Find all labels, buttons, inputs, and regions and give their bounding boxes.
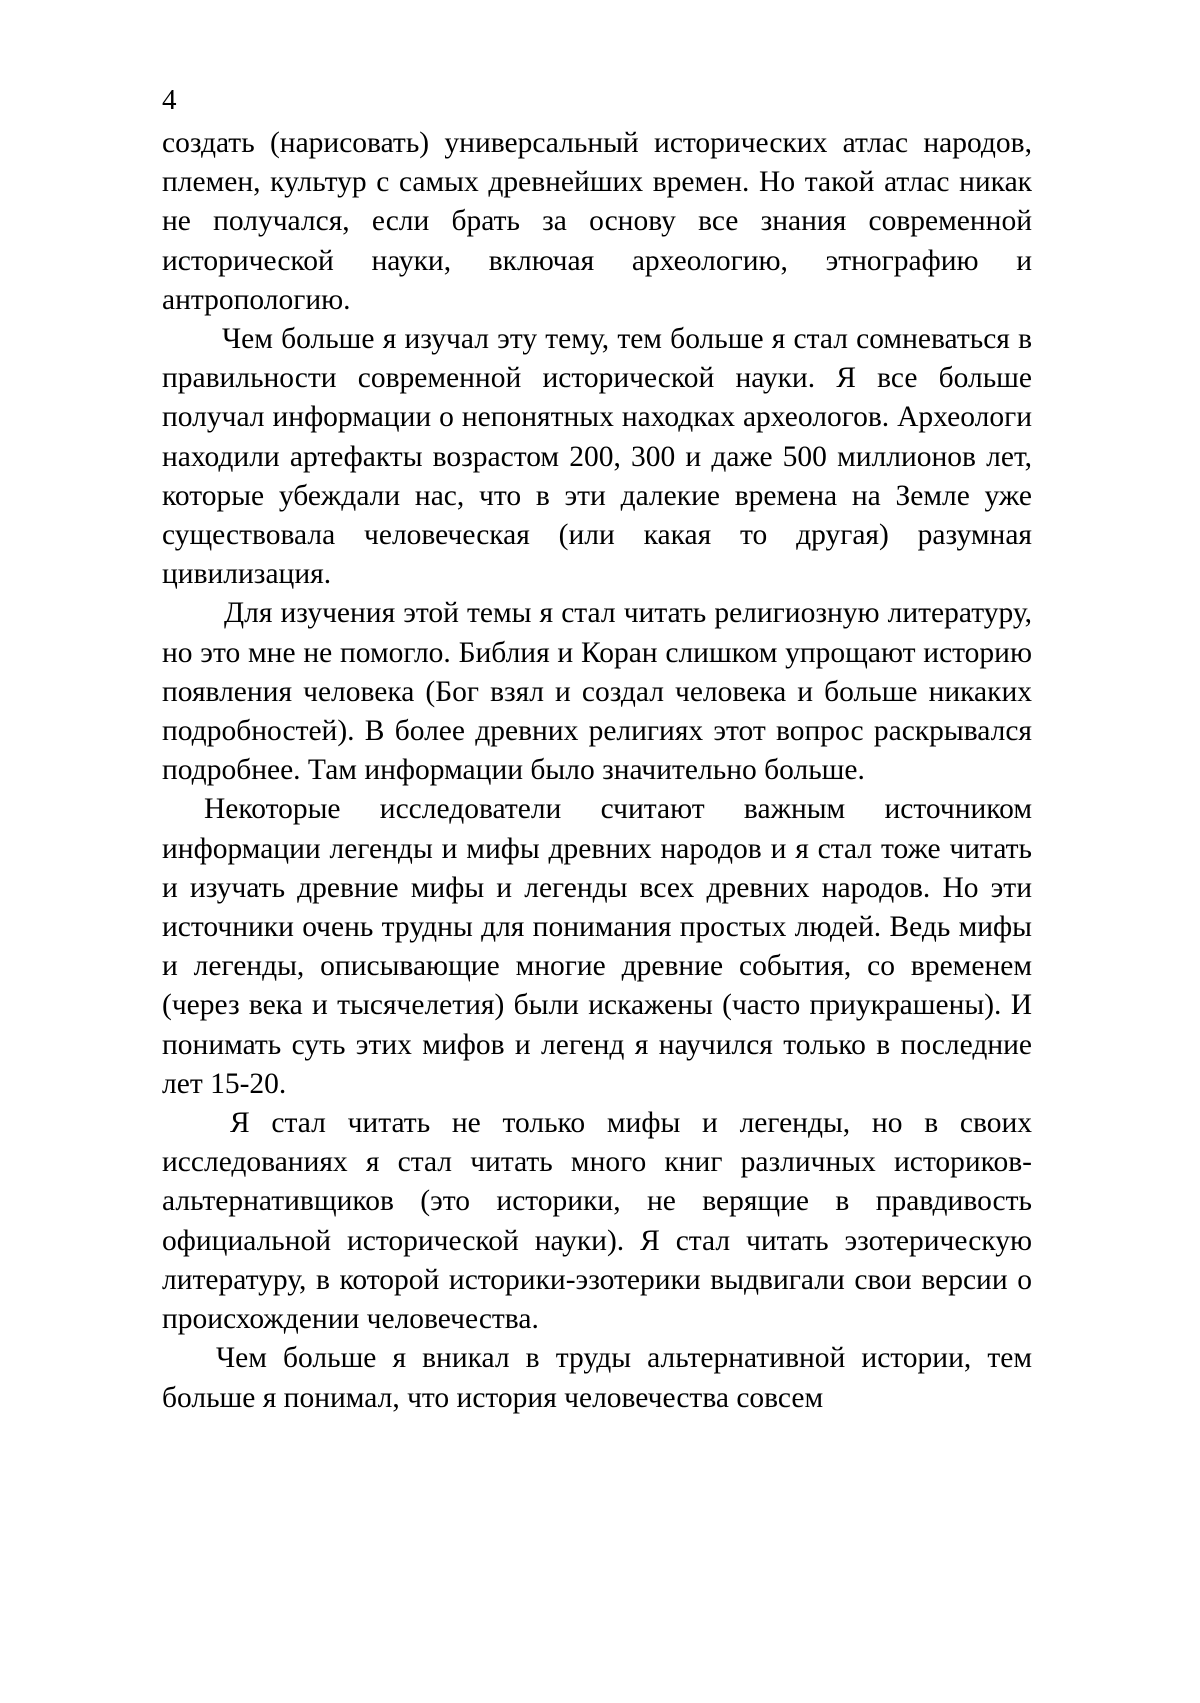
paragraph-5: Я стал читать не только мифы и легенды, но в своих исследованиях я стал читать много книг различных историков-альтернативщиков (это историки, не верящие в правдивость официальной исторической науки). Я стал читать эзотерическую литературу, в которой историки-эзотерики выдвигали свои версии о происхождении человечества. [162,1104,1032,1339]
paragraph-2: Чем больше я изучал эту тему, тем больше я стал сомневаться в правильности современной исторической науки. Я все больше получал информации о непонятных находках археологов. Археологи находили артефакты возрастом 200, 300 и даже 500 миллионов лет, которые убеждали нас, что в эти далекие времена на Земле уже существовала человеческая (или какая то другая) разумная цивилизация. [162,320,1032,594]
paragraph-6: Чем больше я вникал в труды альтернативной истории, тем больше я понимал, что история человечества совсем [162,1339,1032,1417]
paragraph-4: Некоторые исследователи считают важным источником информации легенды и мифы древних народов и я стал тоже читать и изучать древние мифы и легенды всех древних народов. Но эти источники очень трудны для понимания простых людей. Ведь мифы и легенды, описывающие многие древние события, со временем (через века и тысячелетия) были искажены (часто приукрашены). И понимать суть этих мифов и легенд я научился только в последние лет 15-20. [162,790,1032,1104]
text-body [162,124,1032,1418]
paragraph-1: создать (нарисовать) универсальный исторических атлас народов, племен, культур с самых древнейших времен. Но такой атлас никак не получался, если брать за основу все знания современной исторической науки, включая археологию, этнографию и антропологию. [162,124,1032,320]
document-page [0,0,1200,1703]
page-number: 4 [162,82,177,118]
paragraph-3: Для изучения этой темы я стал читать религиозную литературу, но это мне не помогло. Библия и Коран слишком упрощают историю появления человека (Бог взял и создал человека и больше никаких подробностей). В более древних религиях этот вопрос раскрывался подробнее. Там информации было значительно больше. [162,594,1032,790]
